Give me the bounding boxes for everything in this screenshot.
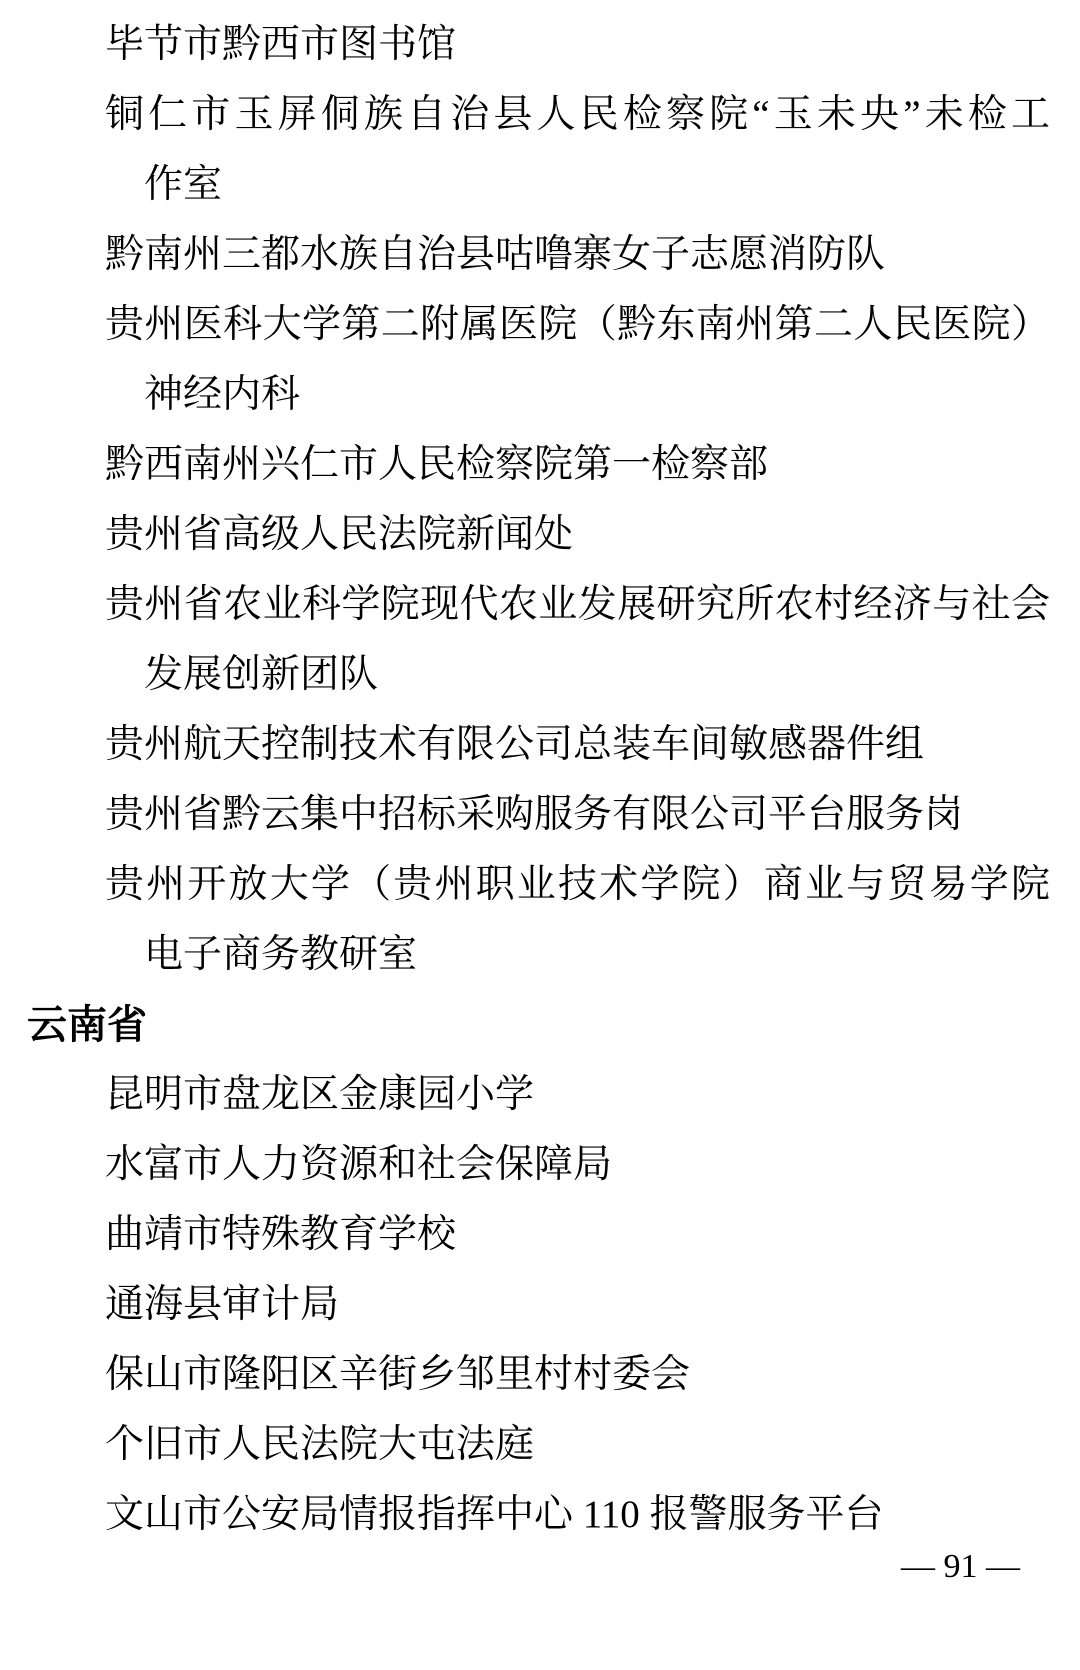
list-item-line: 昆明市盘龙区金康园小学 (105, 1073, 535, 1116)
page-number: — 91 — (901, 1548, 1020, 1585)
list-item-continuation-line: 电子商务教研室 (144, 933, 418, 976)
list-item-line: 黔西南州兴仁市人民检察院第一检察部 (105, 443, 769, 486)
list-item-line: 文山市公安局情报指挥中心 110 报警服务平台 (105, 1493, 884, 1536)
list-item-line: 水富市人力资源和社会保障局 (105, 1143, 613, 1186)
list-item-line: 毕节市黔西市图书馆 (105, 23, 457, 66)
list-item-continuation-line: 发展创新团队 (144, 653, 379, 696)
list-item-line: 贵州医科大学第二附属医院（黔东南州第二人民医院） (105, 303, 1050, 346)
page-footer (0, 1546, 1080, 1588)
list-item-line: 贵州省农业科学院现代农业发展研究所农村经济与社会 (105, 583, 1050, 626)
list-item-line: 贵州省高级人民法院新闻处 (105, 513, 574, 556)
list-item-line: 保山市隆阳区辛街乡邹里村村委会 (105, 1353, 691, 1396)
list-item-line: 贵州开放大学（贵州职业技术学院）商业与贸易学院 (105, 863, 1050, 906)
list-item-line: 贵州航天控制技术有限公司总装车间敏感器件组 (105, 723, 925, 766)
list-item-line: 黔南州三都水族自治县咕噜寨女子志愿消防队 (105, 233, 886, 276)
list-item-line: 贵州省黔云集中招标采购服务有限公司平台服务岗 (105, 793, 964, 836)
list-item-line: 铜仁市玉屏侗族自治县人民检察院“玉未央”未检工 (105, 93, 1050, 136)
award-list (0, 10, 1080, 1550)
list-item-continuation-line: 作室 (144, 163, 223, 206)
province-heading: 云南省 (27, 1002, 147, 1048)
list-item-line: 曲靖市特殊教育学校 (105, 1213, 457, 1256)
list-item-continuation-line: 神经内科 (144, 373, 301, 416)
list-item-line: 通海县审计局 (105, 1283, 340, 1326)
list-item-line: 个旧市人民法院大屯法庭 (105, 1423, 535, 1466)
